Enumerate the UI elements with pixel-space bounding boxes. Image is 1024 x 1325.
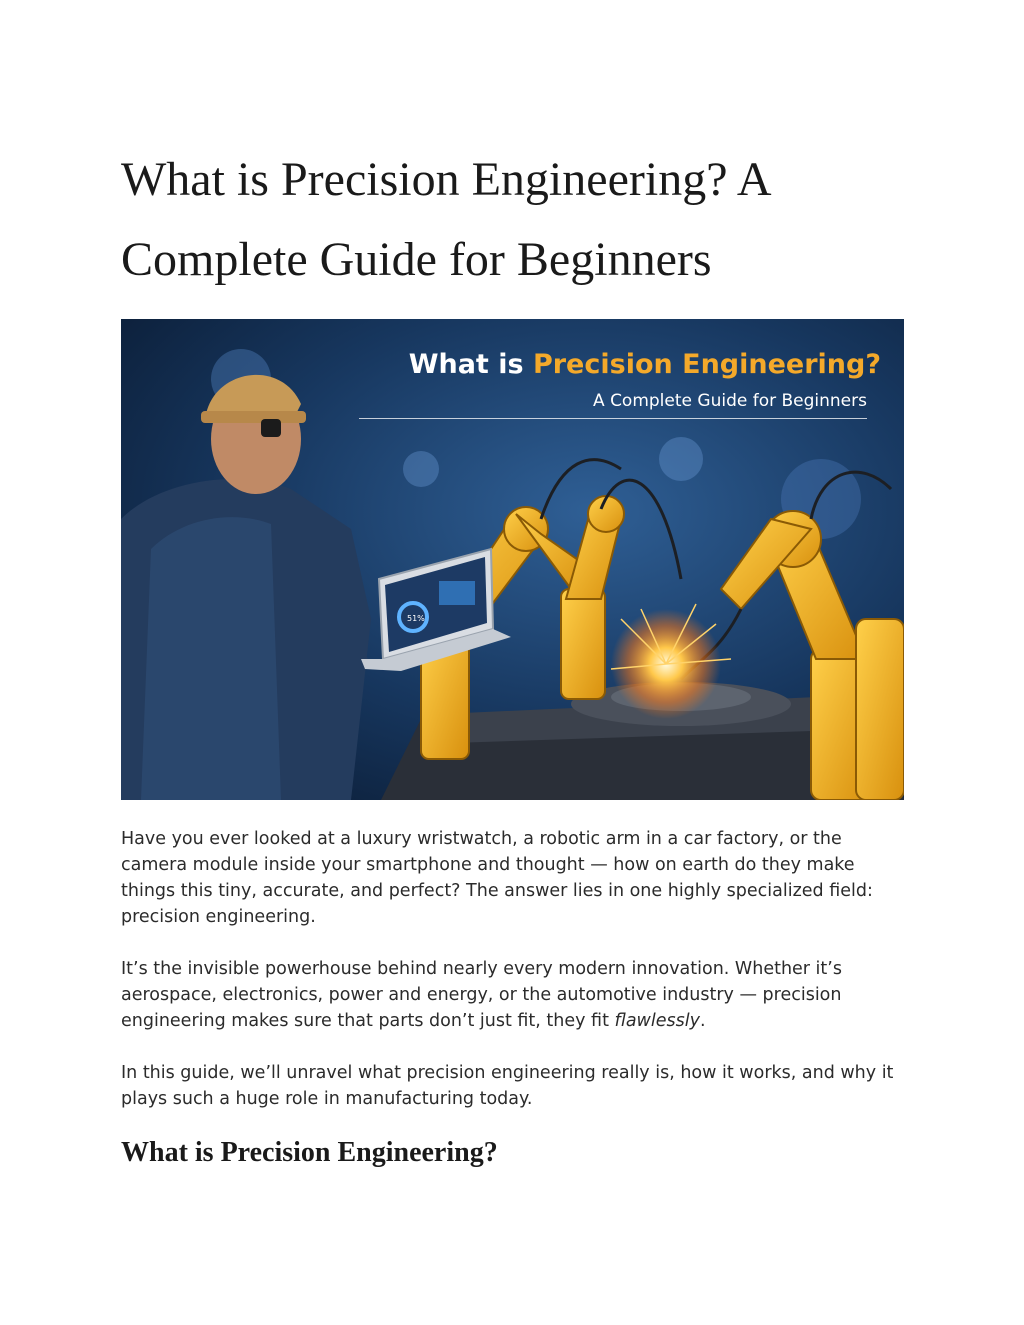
innovation-paragraph-end: .: [699, 1011, 706, 1031]
hero-title-lead: What is: [408, 349, 533, 380]
hero-image: [121, 319, 904, 800]
innovation-paragraph: [121, 956, 904, 1034]
innovation-paragraph-text: It’s the invisible powerhouse behind nearly every modern innovation. Whether it’s aerospace, electronics, power and energy, or the automotive industry — precision engineering makes sure that parts don’t just fit, they fit: [121, 959, 842, 1031]
guide-paragraph: In this guide, we’ll unravel what precision engineering really is, how it works, and why it plays such a huge role in manufacturing today.: [121, 1063, 894, 1109]
intro-paragraph: Have you ever looked at a luxury wristwatch, a robotic arm in a car factory, or the camera module inside your smartphone and thought — how on earth do they make things this tiny, accurate, and perfect? The answer lies in one highly specialized field: precision engineering.: [121, 829, 873, 927]
section-heading: What is Precision Engineering?: [121, 1137, 498, 1168]
hero-title: [361, 349, 881, 380]
emphasis-flawlessly: flawlessly: [614, 1011, 700, 1031]
hero-divider: [359, 418, 867, 419]
hero-title-accent: Precision Engineering?: [532, 349, 881, 380]
laptop-badge: 51%: [407, 614, 425, 623]
hero-subtitle: A Complete Guide for Beginners: [593, 391, 867, 411]
page-title: What is Precision Engineering? A Complete Guide for Beginners: [121, 153, 769, 286]
